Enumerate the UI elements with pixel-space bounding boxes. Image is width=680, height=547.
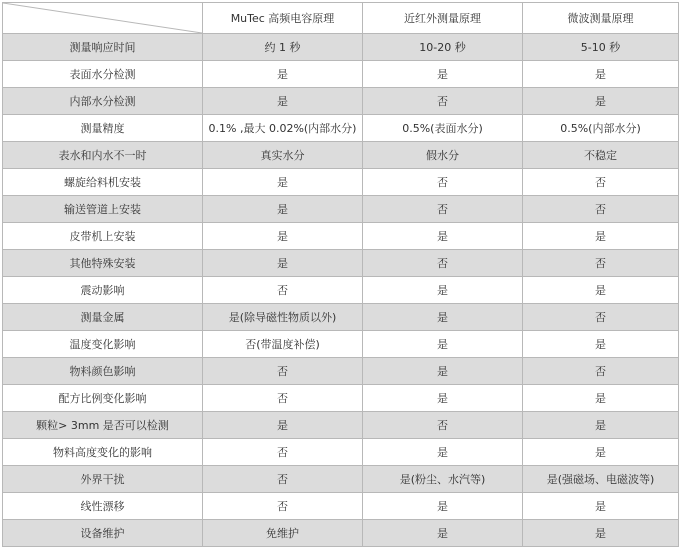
table-body [3,34,679,547]
near-infrared-value-cell: 是 [363,493,523,520]
near-infrared-value-cell: 是 [363,520,523,547]
table-row [3,412,679,439]
mutec-value-cell: 是 [203,196,363,223]
table-row [3,493,679,520]
table-row [3,250,679,277]
mutec-value-cell: 是 [203,250,363,277]
feature-label-cell: 震动影响 [3,277,203,304]
feature-label-cell: 物料高度变化的影响 [3,439,203,466]
feature-label-cell: 皮带机上安装 [3,223,203,250]
table-row [3,61,679,88]
near-infrared-value-cell: 否 [363,196,523,223]
microwave-value-cell: 5-10 秒 [523,34,679,61]
microwave-value-cell: 是 [523,331,679,358]
header-row [3,3,679,34]
near-infrared-value-cell: 是 [363,277,523,304]
near-infrared-value-cell: 0.5%(表面水分) [363,115,523,142]
table-row [3,142,679,169]
microwave-value-cell: 是(强磁场、电磁波等) [523,466,679,493]
table-row [3,169,679,196]
microwave-value-cell: 否 [523,169,679,196]
comparison-table-container [2,2,679,547]
measurement-principle-comparison-table [2,2,679,547]
feature-label-cell: 配方比例变化影响 [3,385,203,412]
near-infrared-value-cell: 否 [363,88,523,115]
mutec-value-cell: 否 [203,385,363,412]
header-corner-cell [3,3,203,34]
near-infrared-value-cell: 是 [363,331,523,358]
feature-label-cell: 内部水分检测 [3,88,203,115]
microwave-value-cell: 否 [523,250,679,277]
near-infrared-value-cell: 否 [363,250,523,277]
mutec-value-cell: 否 [203,358,363,385]
mutec-value-cell: 是 [203,61,363,88]
microwave-value-cell: 否 [523,304,679,331]
table-row [3,331,679,358]
feature-label-cell: 螺旋给料机安装 [3,169,203,196]
near-infrared-value-cell: 10-20 秒 [363,34,523,61]
mutec-value-cell: 是 [203,88,363,115]
microwave-value-cell: 是 [523,493,679,520]
diagonal-divider-line [3,3,202,33]
mutec-value-cell: 否 [203,277,363,304]
near-infrared-value-cell: 是 [363,304,523,331]
feature-label-cell: 物料颜色影响 [3,358,203,385]
mutec-value-cell: 否 [203,493,363,520]
near-infrared-value-cell: 是 [363,439,523,466]
microwave-value-cell: 是 [523,61,679,88]
microwave-value-cell: 否 [523,358,679,385]
table-row [3,88,679,115]
feature-label-cell: 输送管道上安装 [3,196,203,223]
feature-label-cell: 表水和内水不一时 [3,142,203,169]
table-row [3,520,679,547]
feature-label-cell: 外界干扰 [3,466,203,493]
mutec-value-cell: 0.1% ,最大 0.02%(内部水分) [203,115,363,142]
microwave-value-cell: 0.5%(内部水分) [523,115,679,142]
mutec-value-cell: 否 [203,466,363,493]
near-infrared-value-cell: 是(粉尘、水汽等) [363,466,523,493]
table-row [3,466,679,493]
microwave-value-cell: 是 [523,385,679,412]
mutec-value-cell: 约 1 秒 [203,34,363,61]
feature-label-cell: 表面水分检测 [3,61,203,88]
mutec-value-cell: 是 [203,412,363,439]
mutec-value-cell: 是 [203,223,363,250]
feature-label-cell: 颗粒> 3mm 是否可以检测 [3,412,203,439]
feature-label-cell: 测量精度 [3,115,203,142]
microwave-value-cell: 是 [523,412,679,439]
near-infrared-value-cell: 是 [363,223,523,250]
feature-label-cell: 测量金属 [3,304,203,331]
header-near-infrared: 近红外测量原理 [363,3,523,34]
microwave-value-cell: 是 [523,88,679,115]
header-mutec-capacitance: MuTec 高频电容原理 [203,3,363,34]
microwave-value-cell: 不稳定 [523,142,679,169]
mutec-value-cell: 否 [203,439,363,466]
microwave-value-cell: 是 [523,520,679,547]
mutec-value-cell: 真实水分 [203,142,363,169]
near-infrared-value-cell: 是 [363,61,523,88]
header-microwave: 微波测量原理 [523,3,679,34]
mutec-value-cell: 免维护 [203,520,363,547]
near-infrared-value-cell: 是 [363,385,523,412]
table-row [3,223,679,250]
table-row [3,115,679,142]
table-row [3,304,679,331]
table-row [3,358,679,385]
near-infrared-value-cell: 否 [363,412,523,439]
microwave-value-cell: 是 [523,277,679,304]
microwave-value-cell: 否 [523,196,679,223]
feature-label-cell: 线性漂移 [3,493,203,520]
mutec-value-cell: 否(带温度补偿) [203,331,363,358]
table-row [3,439,679,466]
table-row [3,277,679,304]
microwave-value-cell: 是 [523,439,679,466]
mutec-value-cell: 是 [203,169,363,196]
near-infrared-value-cell: 否 [363,169,523,196]
table-row [3,385,679,412]
near-infrared-value-cell: 是 [363,358,523,385]
feature-label-cell: 其他特殊安装 [3,250,203,277]
table-row [3,34,679,61]
feature-label-cell: 测量响应时间 [3,34,203,61]
microwave-value-cell: 是 [523,223,679,250]
mutec-value-cell: 是(除导磁性物质以外) [203,304,363,331]
feature-label-cell: 设备维护 [3,520,203,547]
table-row [3,196,679,223]
near-infrared-value-cell: 假水分 [363,142,523,169]
feature-label-cell: 温度变化影响 [3,331,203,358]
